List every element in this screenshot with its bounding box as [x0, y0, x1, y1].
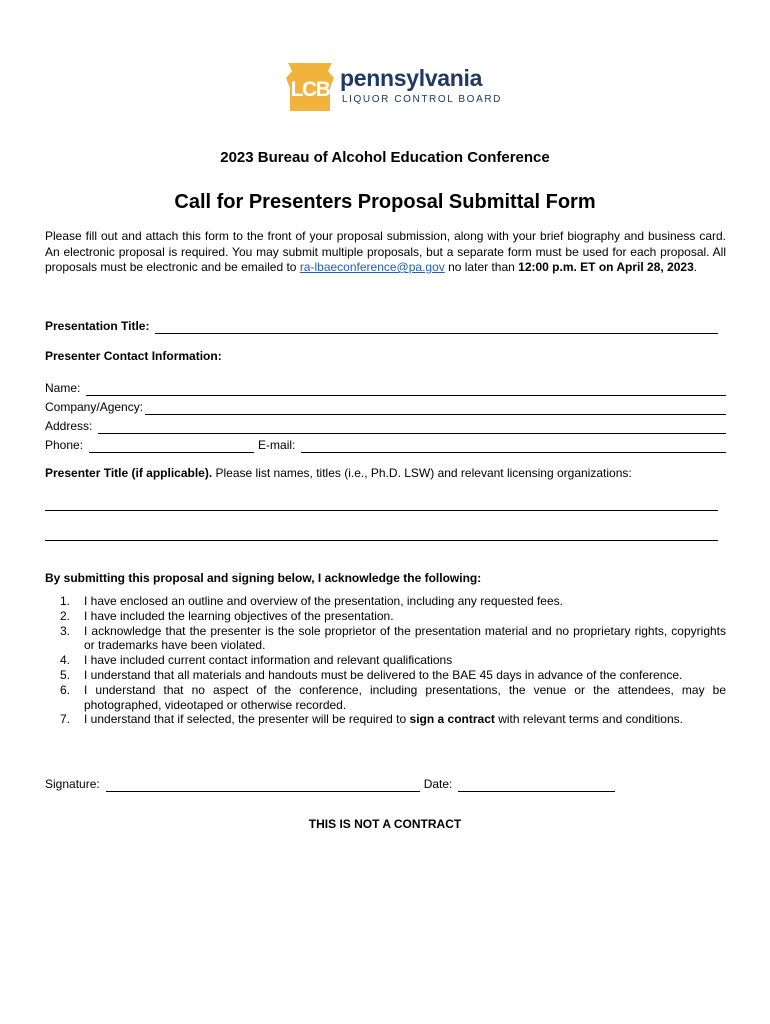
contact-heading: Presenter Contact Information: [45, 349, 222, 363]
sign-contract-text: sign a contract [409, 712, 495, 727]
address-row [45, 418, 726, 434]
acknowledgement-list [45, 594, 726, 727]
email-field[interactable] [301, 440, 726, 453]
date-field[interactable] [458, 779, 615, 792]
address-label: Address: [45, 419, 93, 433]
company-field[interactable] [145, 402, 726, 415]
email-link[interactable]: ra-lbaeconference@pa.gov [299, 260, 445, 274]
date-label: Date: [423, 777, 453, 791]
intro-paragraph [45, 229, 726, 276]
list-item: 4. I have included current contact information and relevant qualifications [60, 653, 453, 668]
list-item: 1. I have enclosed an outline and overview of the presentation, including any requested fees. [60, 594, 563, 608]
presenter-title-field-1[interactable] [45, 510, 718, 511]
phone-label: Phone: [45, 438, 84, 452]
phone-field[interactable] [89, 440, 254, 453]
list-item: 2. I have included the learning objectives of the presentation. [60, 608, 394, 623]
list-item: 5. I understand that all materials and handouts must be delivered to the BAE 45 days in advance of the conference. [60, 667, 683, 682]
presentation-title-row [45, 318, 718, 334]
company-row [45, 399, 726, 415]
keystone-logo-icon [284, 62, 336, 112]
acknowledgement-heading: By submitting this proposal and signing below, I acknowledge the following: [45, 571, 482, 585]
intro-end: . [693, 260, 698, 274]
deadline-text: 12:00 p.m. ET on April 28, 2023 [518, 260, 694, 274]
signature-field[interactable] [106, 779, 420, 792]
phone-email-row [45, 437, 726, 453]
signature-label: Signature: [45, 777, 100, 791]
presentation-title-label: Presentation Title: [45, 319, 150, 333]
presenter-title-instructions: Please list names, titles (i.e., Ph.D. LSW) and relevant licensing organizations: [212, 466, 632, 480]
not-a-contract-notice: THIS IS NOT A CONTRACT [308, 817, 462, 831]
signature-row [45, 776, 615, 792]
email-label: E-mail: [258, 438, 296, 452]
presentation-title-field[interactable] [155, 321, 718, 334]
presenter-title-prompt [45, 466, 726, 480]
form-title: Call for Presenters Proposal Submittal Form [174, 191, 596, 213]
intro-text-after: no later than [444, 260, 519, 274]
list-item: 7. I understand that if selected, the presenter will be required to sign a contract with relevant terms and conditions. [60, 712, 683, 727]
name-row [45, 380, 726, 396]
logo-mark-text: LCB [290, 78, 330, 101]
address-field[interactable] [98, 421, 726, 434]
logo-name: pennsylvania [340, 65, 483, 91]
presenter-title-field-2[interactable] [45, 540, 718, 541]
name-label: Name: [45, 381, 81, 395]
list-item: 6. I understand that no aspect of the conference, including presentations, the venue or the attendees, may be photographed, videotaped or otherwise recorded. [60, 682, 726, 712]
presenter-title-label: Presenter Title (if applicable). [45, 466, 213, 480]
logo-subtitle: LIQUOR CONTROL BOARD [342, 94, 502, 105]
intro-text: Please fill out and attach this form to the front of your proposal submission, along with your brief biography and business card. An electronic proposal is required. You may submit multiple proposals, but a separate form must be used for each proposal. All proposals must be electronic and be emailed to [45, 229, 726, 274]
list-item: 3. I acknowledge that the presenter is the sole proprietor of the presentation material and no proprietary rights, copyrights or trademarks have been violated. [60, 623, 726, 653]
company-label: Company/Agency: [45, 400, 144, 414]
plcb-logo [284, 62, 502, 114]
conference-title: 2023 Bureau of Alcohol Education Conference [220, 149, 550, 166]
name-field[interactable] [86, 383, 726, 396]
